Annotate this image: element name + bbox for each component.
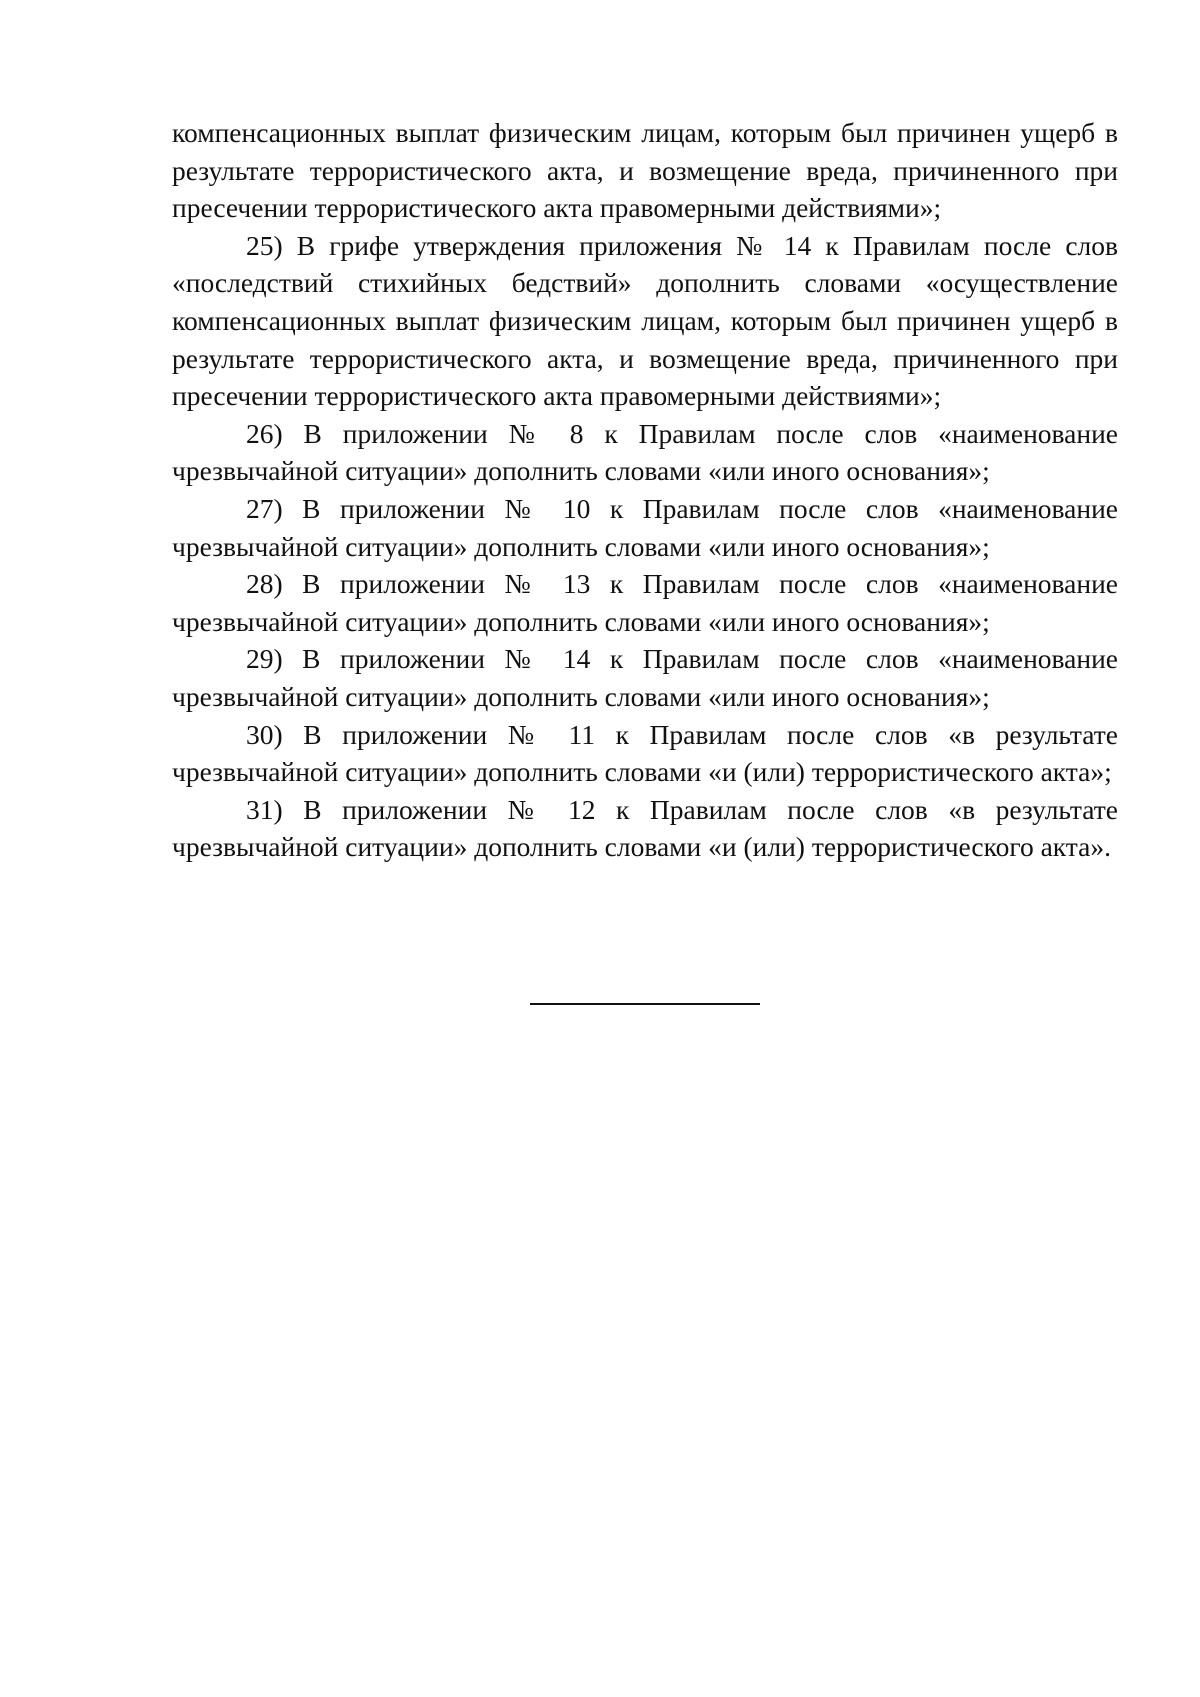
paragraph-item-25: 25) В грифе утверждения приложения № 14 к Правилам после слов «последствий стихийных бедствий» дополнить словами «осуществление компенсационных выплат физическим лицам, которым был причинен ущерб в результате террористического акта, и возмещение вреда, причиненного при пресечении террористического акта правомерными действиями»; [172, 229, 1118, 412]
paragraph-item-31: 31) В приложении № 12 к Правилам после слов «в результате чрезвычайной ситуации» дополнить словами «и (или) террористического акта». [172, 793, 1118, 863]
document-body [172, 114, 1118, 866]
paragraph-item-29: 29) В приложении № 14 к Правилам после слов «наименование чрезвычайной ситуации» дополнить словами «или иного основания»; [172, 643, 1118, 712]
paragraph-item-26: 26) В приложении № 8 к Правилам после слов «наименование чрезвычайной ситуации» дополнить словами «или иного основания»; [172, 417, 1118, 487]
paragraph-item-30: 30) В приложении № 11 к Правилам после слов «в результате чрезвычайной ситуации» дополнить словами «и (или) террористического акта»; [172, 718, 1118, 788]
end-of-document-rule [530, 1003, 760, 1005]
paragraph-continuation: компенсационных выплат физическим лицам, которым был причинен ущерб в результате террористического акта, и возмещение вреда, причиненного при пресечении террористического акта правомерными действиями»; [172, 117, 1118, 224]
paragraph-item-28: 28) В приложении № 13 к Правилам после слов «наименование чрезвычайной ситуации» дополнить словами «или иного основания»; [172, 568, 1118, 637]
paragraph-item-27: 27) В приложении № 10 к Правилам после слов «наименование чрезвычайной ситуации» дополнить словами «или иного основания»; [172, 492, 1118, 562]
